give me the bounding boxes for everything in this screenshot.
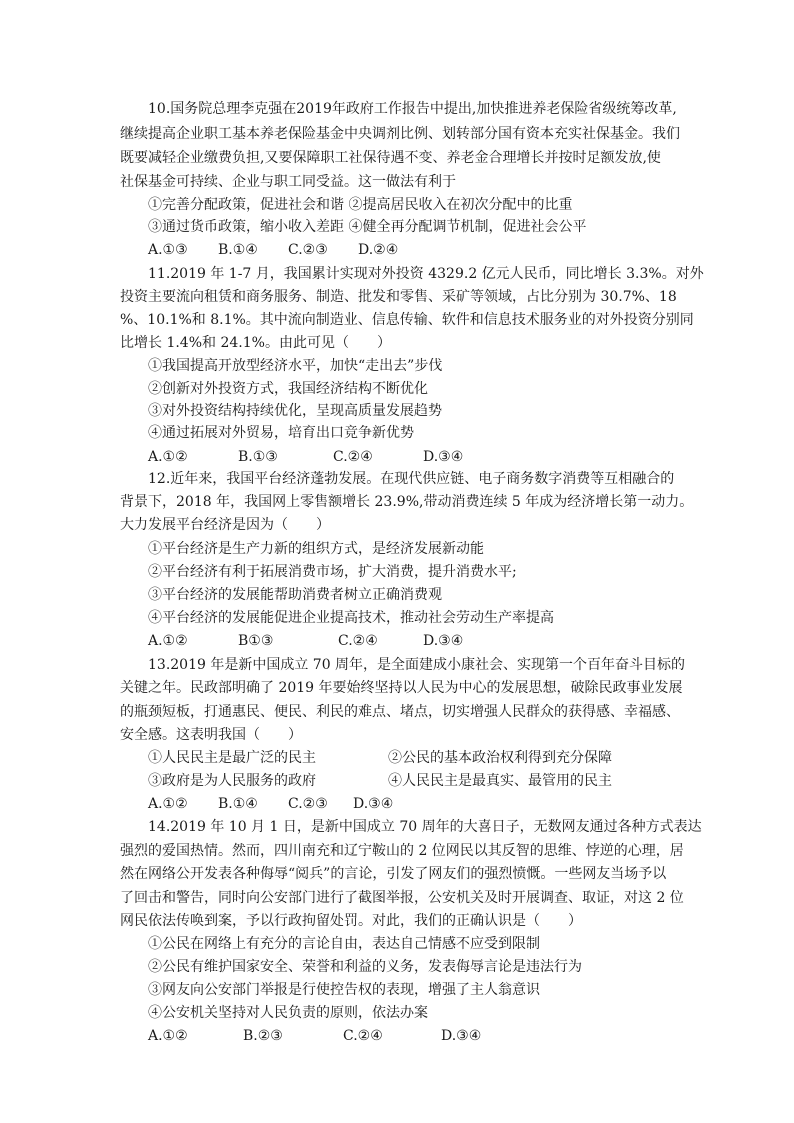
q12-option-2: ②平台经济有利于拓展消费市场，扩大消费，提升消费水平; [148,564,517,580]
q11-option-4: ④通过拓展对外贸易，培育出口竞争新优势 [148,425,414,441]
q13-option-2: ②公民的基本政治权利得到充分保障 [388,750,612,766]
q14-answer-c: C.②④ [343,1028,383,1044]
q11-answer-b: B.①③ [238,449,278,465]
q12-answer-c: C.②④ [338,633,378,649]
q14-stem-line-5: 网民依法传唤到案，予以行政拘留处罚。对此，我们的正确认识是（ ） [120,913,582,929]
q12-answer-b: B①③ [238,633,274,649]
q11-stem-line-1: 11.2019 年 1-7 月，我国累计实现对外投资 4329.2 亿元人民币，同比增长 3.3%。对外 [148,266,704,282]
q13-option-4: ④人民民主是最真实、最管用的民主 [388,773,612,789]
q10-option-line-1: ①完善分配政策，促进社会和谐 ②提高居民收入在初次分配中的比重 [148,197,573,213]
q10-stem-line-4: 社保基金可持续、企业与职工同受益。这一做法有利于 [120,174,456,190]
q14-option-1: ①公民在网络上有充分的言论自由，表达自己情感不应受到限制 [148,936,540,952]
q11-answer-c: C.②④ [333,449,373,465]
q14-answer-b: B.②③ [243,1028,283,1044]
q12-option-1: ①平台经济是生产力新的组织方式，是经济发展新动能 [148,541,484,557]
q12-stem-line-3: 大力发展平台经济是因为（ ） [120,517,330,533]
q14-stem-line-1: 14.2019 年 10 月 1 日，是新中国成立 70 周年的大喜日子，无数网友通过各种方式表达 [148,819,702,835]
q13-answer-c: C.②③ [288,796,328,812]
q13-stem-line-1: 13.2019 年是新中国成立 70 周年，是全面建成小康社会、实现第一个百年奋斗目标的 [148,657,686,673]
q13-stem-line-3: 的瓶颈短板，打通惠民、便民、利民的难点、堵点，切实增强人民群众的获得感、幸福感、 [120,704,680,720]
q10-stem-line-3: 既要减轻企业缴费负担,又要保障职工社保待遇不变、养老金合理增长并按时足额发放,使 [120,150,661,166]
q11-stem-line-3: %、10.1%和 8.1%。其中流向制造业、信息传输、软件和信息技术服务业的对外投资分别同 [120,312,694,328]
q13-answer-b: B.①④ [218,796,258,812]
q11-answer-d: D.③④ [423,449,464,465]
q12-stem-line-2: 背景下，2018 年，我国网上零售额增长 23.9%,带动消费连续 5 年成为经济增长第一动力。 [120,494,694,510]
q12-answer-d: D.③④ [423,633,464,649]
q11-stem-line-2: 投资主要流向租赁和商务服务、制造、批发和零售、采矿等领域，占比分别为 30.7%、18 [120,289,677,305]
q10-option-line-2: ③通过货币政策，缩小收入差距 ④健全再分配调节机制，促进社会公平 [148,219,587,235]
q13-answer-d: D.③④ [353,796,394,812]
q11-option-2: ②创新对外投资方式，我国经济结构不断优化 [148,381,428,397]
q14-stem-line-2: 强烈的爱国热情。然而，四川南充和辽宁鞍山的 2 位网民以其反智的思维、悖逆的心理，居 [120,843,684,859]
q14-option-3: ③网友向公安部门举报是行使控告权的表现，增强了主人翁意识 [148,982,540,998]
q14-stem-line-3: 然在网络公开发表各种侮辱“阅兵”的言论，引发了网友们的强烈愤慨。一些网友当场予以 [120,866,667,882]
q13-answer-a: A.①② [148,796,188,812]
q14-option-2: ②公民有维护国家安全、荣誉和利益的义务，发表侮辱言论是违法行为 [148,959,582,975]
q11-stem-line-4: 比增长 1.4%和 24.1%。由此可见（ ） [120,335,391,351]
q13-option-3: ③政府是为人民服务的政府 [148,773,316,789]
q14-answer-d: D.③④ [441,1028,482,1044]
q12-option-3: ③平台经济的发展能帮助消费者树立正确消费观 [148,587,442,603]
q13-stem-line-4: 安全感。这表明我国（ ） [120,727,302,743]
q13-option-1: ①人民民主是最广泛的民主 [148,750,316,766]
q12-stem-line-1: 12.近年来，我国平台经济蓬勃发展。在现代供应链、电子商务数字消费等互相融合的 [148,471,675,487]
q10-answer-c: C.②③ [288,242,328,258]
q10-answer-d: D.②④ [358,242,399,258]
q13-stem-line-2: 关键之年。民政部明确了 2019 年要始终坚持以人民为中心的发展思想，破除民政事业发展 [120,680,683,696]
q11-option-1: ①我国提高开放型经济水平，加快“走出去”步伐 [148,358,443,374]
q14-stem-line-4: 了回击和警告，同时向公安部门进行了截图举报，公安机关及时开展调查、取证，对这 2 位 [120,890,684,906]
q11-answer-a: A.①② [148,449,188,465]
q10-stem-line-2: 继续提高企业职工基本养老保险基金中央调剂比例、划转部分国有资本充实社保基金。我们 [120,126,680,142]
q10-answer-a: A.①③ [148,242,188,258]
q10-answer-b: B.①④ [218,242,258,258]
q12-answer-a: A.①② [148,633,188,649]
q11-option-3: ③对外投资结构持续优化，呈现高质量发展趋势 [148,403,442,419]
q10-stem-line-1: 10.国务院总理李克强在2019年政府工作报告中提出,加快推进养老保险省级统筹改革, [148,101,677,117]
q12-option-4: ④平台经济的发展能促进企业提高技术，推动社会劳动生产率提高 [148,610,554,626]
q14-option-4: ④公安机关坚持对人民负责的原则，依法办案 [148,1005,428,1021]
q14-answer-a: A.①② [148,1028,188,1044]
